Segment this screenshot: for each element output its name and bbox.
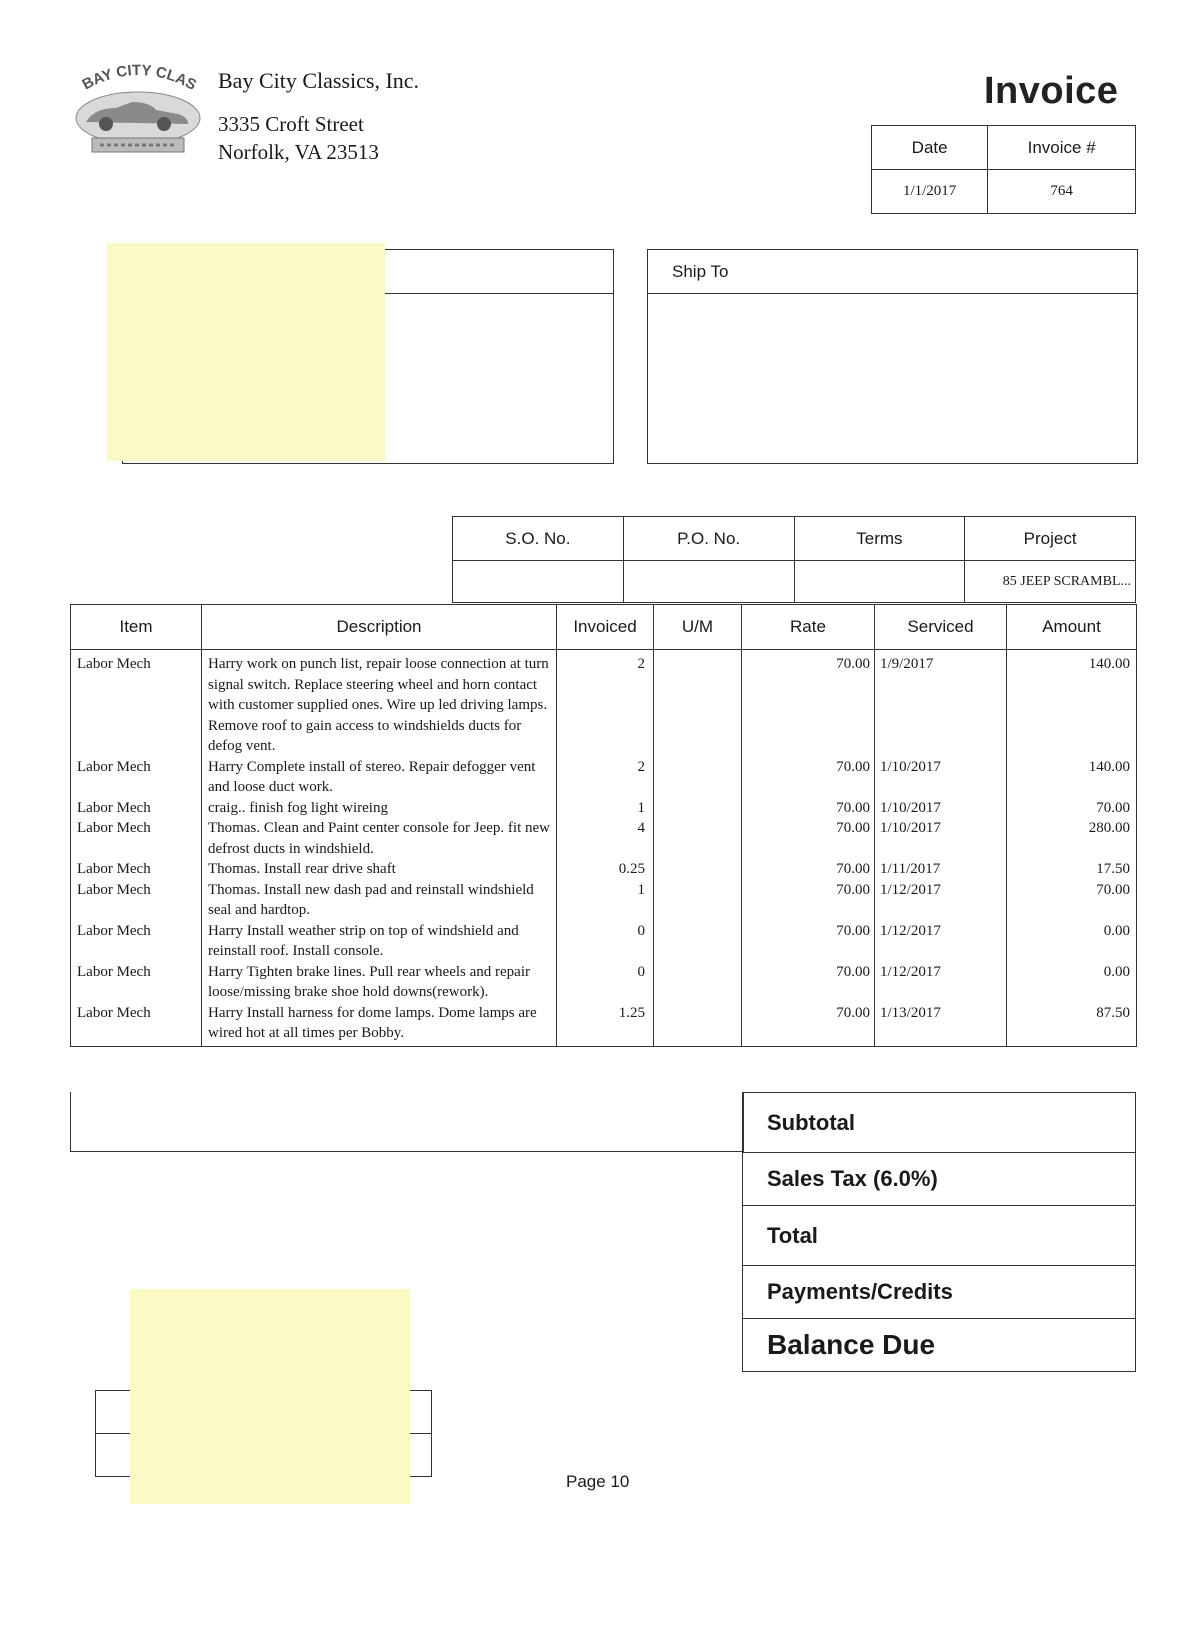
table-row: [71, 1003, 1137, 1047]
company-street: 3335 Croft Street: [218, 112, 364, 136]
amount-cell: 70.00: [1007, 798, 1137, 819]
description-cell: Thomas. Clean and Paint center console for Jeep. fit new defrost ducts in windshield.: [202, 818, 557, 859]
po-number-value: [623, 561, 794, 603]
description-cell: Harry Install harness for dome lamps. Dome lamps are wired hot at all times per Bobby.: [202, 1003, 557, 1047]
serviced-cell: 1/9/2017: [875, 650, 1007, 757]
um-cell: [654, 798, 742, 819]
table-row: [71, 921, 1137, 962]
serviced-cell: 1/13/2017: [875, 1003, 1007, 1047]
date-header: Date: [872, 126, 988, 170]
item-cell: Labor Mech: [71, 650, 202, 757]
project-value: 85 JEEP SCRAMBL...: [965, 561, 1136, 603]
item-header: Item: [71, 605, 202, 650]
invoiced-cell: 0.25: [557, 859, 654, 880]
um-cell: [654, 859, 742, 880]
amount-cell: 140.00: [1007, 650, 1137, 757]
um-cell: [654, 880, 742, 921]
serviced-cell: 1/12/2017: [875, 921, 1007, 962]
description-cell: Thomas. Install new dash pad and reinstall windshield seal and hardtop.: [202, 880, 557, 921]
table-row: [71, 757, 1137, 798]
project-header: Project: [965, 517, 1136, 561]
invoiced-cell: 1.25: [557, 1003, 654, 1047]
invoiced-cell: 0: [557, 921, 654, 962]
order-info-table: [452, 516, 1136, 603]
serviced-cell: 1/10/2017: [875, 757, 1007, 798]
serviced-cell: 1/11/2017: [875, 859, 1007, 880]
rate-cell: 70.00: [742, 880, 875, 921]
po-number-header: P.O. No.: [623, 517, 794, 561]
terms-header: Terms: [794, 517, 965, 561]
description-cell: Thomas. Install rear drive shaft: [202, 859, 557, 880]
rate-cell: 70.00: [742, 798, 875, 819]
rate-cell: 70.00: [742, 859, 875, 880]
rate-cell: 70.00: [742, 818, 875, 859]
item-cell: Labor Mech: [71, 880, 202, 921]
logo-text: BAY CITY CLAS: [79, 62, 200, 94]
payments-credits-label: Payments/Credits: [743, 1265, 1135, 1318]
serviced-cell: 1/12/2017: [875, 962, 1007, 1003]
serviced-cell: 1/10/2017: [875, 798, 1007, 819]
invoiced-cell: 1: [557, 880, 654, 921]
rate-header: Rate: [742, 605, 875, 650]
amount-cell: 87.50: [1007, 1003, 1137, 1047]
item-cell: Labor Mech: [71, 798, 202, 819]
company-name: Bay City Classics, Inc.: [218, 68, 420, 93]
description-header: Description: [202, 605, 557, 650]
serviced-header: Serviced: [875, 605, 1007, 650]
description-cell: Harry Complete install of stereo. Repair defogger vent and loose duct work.: [202, 757, 557, 798]
description-cell: Harry Install weather strip on top of windshield and reinstall roof. Install console.: [202, 921, 557, 962]
table-row: [71, 962, 1137, 1003]
invoice-date: 1/1/2017: [872, 170, 988, 214]
terms-value: [794, 561, 965, 603]
totals-left-box: [70, 1092, 744, 1152]
table-row: [71, 818, 1137, 859]
ship-to-box: [647, 249, 1138, 464]
amount-cell: 17.50: [1007, 859, 1137, 880]
um-cell: [654, 921, 742, 962]
company-city: Norfolk, VA 23513: [218, 140, 379, 164]
invoiced-cell: 4: [557, 818, 654, 859]
rate-cell: 70.00: [742, 757, 875, 798]
invoice-number-header: Invoice #: [988, 126, 1136, 170]
um-cell: [654, 650, 742, 757]
date-invoice-table: [871, 125, 1136, 214]
invoiced-cell: 2: [557, 757, 654, 798]
ship-to-label: Ship To: [648, 250, 1137, 294]
redaction-block: [107, 243, 385, 461]
amount-cell: 140.00: [1007, 757, 1137, 798]
balance-due-label: Balance Due: [743, 1318, 1135, 1371]
amount-cell: 0.00: [1007, 921, 1137, 962]
table-row: [71, 650, 1137, 757]
sales-tax-label: Sales Tax (6.0%): [743, 1152, 1135, 1205]
item-cell: Labor Mech: [71, 859, 202, 880]
serviced-cell: 1/10/2017: [875, 818, 1007, 859]
totals-box: [742, 1092, 1136, 1372]
description-cell: craig.. finish fog light wireing: [202, 798, 557, 819]
invoiced-cell: 1: [557, 798, 654, 819]
rate-cell: 70.00: [742, 921, 875, 962]
table-row: [71, 798, 1137, 819]
serviced-cell: 1/12/2017: [875, 880, 1007, 921]
item-cell: Labor Mech: [71, 962, 202, 1003]
rate-cell: 70.00: [742, 1003, 875, 1047]
table-row: [71, 880, 1137, 921]
redaction-block: [130, 1289, 410, 1504]
amount-cell: 280.00: [1007, 818, 1137, 859]
um-cell: [654, 962, 742, 1003]
so-number-header: S.O. No.: [453, 517, 624, 561]
rate-cell: 70.00: [742, 650, 875, 757]
subtotal-label: Subtotal: [743, 1092, 1135, 1152]
um-cell: [654, 818, 742, 859]
svg-text:BAY CITY CLASSICS: [72, 62, 199, 94]
table-row: [71, 859, 1137, 880]
description-cell: Harry work on punch list, repair loose connection at turn signal switch. Replace steering wheel and horn contact with customer supplied ones. Wire up led driving lamps. Remove roof to gain access to windshields ducts for defog vent.: [202, 650, 557, 757]
company-logo: [72, 62, 204, 162]
item-cell: Labor Mech: [71, 921, 202, 962]
um-cell: [654, 757, 742, 798]
invoiced-header: Invoiced: [557, 605, 654, 650]
amount-cell: 0.00: [1007, 962, 1137, 1003]
item-cell: Labor Mech: [71, 757, 202, 798]
so-number-value: [453, 561, 624, 603]
invoice-number: 764: [988, 170, 1136, 214]
invoiced-cell: 0: [557, 962, 654, 1003]
item-cell: Labor Mech: [71, 818, 202, 859]
item-cell: Labor Mech: [71, 1003, 202, 1047]
amount-cell: 70.00: [1007, 880, 1137, 921]
invoiced-cell: 2: [557, 650, 654, 757]
amount-header: Amount: [1007, 605, 1137, 650]
page-number: Page 10: [566, 1472, 630, 1491]
um-header: U/M: [654, 605, 742, 650]
rate-cell: 70.00: [742, 962, 875, 1003]
total-label: Total: [743, 1205, 1135, 1265]
description-cell: Harry Tighten brake lines. Pull rear wheels and repair loose/missing brake shoe hold downs(rework).: [202, 962, 557, 1003]
document-title: Invoice: [984, 70, 1119, 112]
line-items-table: [70, 604, 1137, 1047]
um-cell: [654, 1003, 742, 1047]
